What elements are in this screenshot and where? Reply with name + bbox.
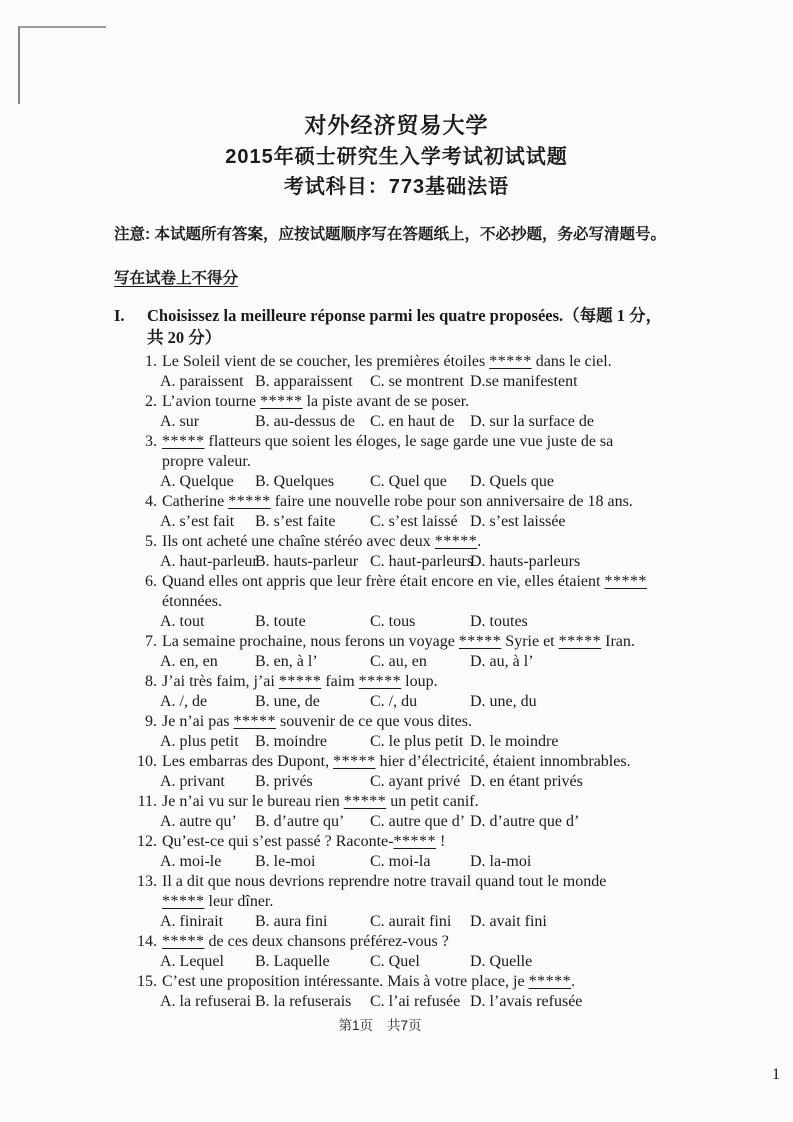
option-c: C. autre que d’ [370,813,466,830]
question-options [160,552,647,572]
question-body [162,432,647,492]
option-d: D. le moindre [470,733,559,750]
question-number: 10. [137,753,157,770]
question-text: Qu’est-ce qui s’est passé ? Raconte-***** ! [162,833,446,850]
question-row [114,532,793,572]
option-d: D. s’est laissée [470,513,566,530]
question-text: C’est une proposition intéressante. Mais à votre place, je *****. [162,973,576,990]
question-number: 4. [145,493,157,510]
option-a: A. /, de [160,693,208,710]
exam-subject-title: 考试科目：773基础法语 [283,176,510,198]
question-number: 12. [137,833,157,850]
option-a: A. finirait [160,913,224,930]
question-row [114,972,793,1012]
question-row [114,672,793,712]
question-number: 14. [137,933,157,950]
question-number: 6. [145,573,157,590]
option-b: B. aura fini [255,913,328,930]
question-row [114,432,793,492]
question-number: 3. [145,433,157,450]
option-b: B. moindre [255,733,327,750]
question-number: 1. [145,353,157,370]
question-body [162,932,647,972]
question-number: 8. [145,673,157,690]
question-body [162,832,647,872]
question-row [114,872,793,932]
question-row [114,832,793,872]
option-a: A. sur [160,413,200,430]
option-a: A. plus petit [160,733,239,750]
notice-line: 注意: 本试题所有答案，应按试题顺序写在答题纸上，不必抄题，务必写清题号。 [114,226,666,243]
question-text: Quand elles ont appris que leur frère était encore en vie, elles étaient ***** étonnées. [162,573,647,610]
option-a: A. en, en [160,653,218,670]
warning-line: 写在试卷上不得分 [114,270,239,287]
option-c: C. ayant privé [370,773,461,790]
question-body [162,712,647,752]
exam-session-title: 2015年硕士研究生入学考试初试试题 [225,146,568,168]
option-d: D. une, du [470,693,537,710]
question-text: La semaine prochaine, nous ferons un voyage ***** Syrie et ***** Iran. [162,633,635,650]
university-title: 对外经济贸易大学 [304,113,489,138]
question-options [160,412,647,432]
option-c: C. s’est laissé [370,513,458,530]
question-body [162,532,647,572]
option-c: C. en haut de [370,413,455,430]
option-b: B. Laquelle [255,953,330,970]
question-body [162,792,647,832]
question-options [160,652,647,672]
option-c: C. tous [370,613,416,630]
question-text: Le Soleil vient de se coucher, les premières étoiles ***** dans le ciel. [162,353,612,370]
option-b: B. d’autre qu’ [255,813,345,830]
option-a: A. s’est fait [160,513,235,530]
question-options [160,512,647,532]
option-d: D. Quelle [470,953,533,970]
question-number: 9. [145,713,157,730]
question-text: Je n’ai vu sur le bureau rien ***** un petit canif. [162,793,479,810]
question-body [162,972,647,1012]
option-c: C. le plus petit [370,733,464,750]
section-instruction: Choisissez la meilleure réponse parmi les quatre proposées.（每题 1 分，共 20 分） [147,306,663,347]
option-a: A. haut-parleur [160,553,258,570]
question-row [114,352,793,392]
option-c: C. /, du [370,693,418,710]
question-options [160,732,647,752]
question-options [160,852,647,872]
question-number: 7. [145,633,157,650]
section-number: I. [114,306,125,325]
option-b: B. hauts-parleur [255,553,359,570]
option-b: B. Quelques [255,473,335,490]
question-list [114,352,793,1012]
question-options [160,692,647,712]
page-number-label: 第1页 [338,1018,373,1033]
option-a: A. Quelque [160,473,234,490]
question-number: 13. [137,873,157,890]
question-body [162,672,647,712]
question-row [114,712,793,752]
option-d: D. hauts-parleurs [470,553,581,570]
question-text: Je n’ai pas ***** souvenir de ce que vous dites. [162,713,472,730]
option-c: C. haut-parleurs [370,553,474,570]
question-body [162,632,647,672]
option-a: A. autre qu’ [160,813,237,830]
question-body [162,872,647,932]
option-a: A. privant [160,773,225,790]
question-options [160,992,647,1012]
question-number: 2. [145,393,157,410]
option-d: D. en étant privés [470,773,583,790]
option-b: B. s’est faite [255,513,336,530]
option-d: D. sur la surface de [470,413,594,430]
question-options [160,472,647,492]
option-b: B. le-moi [255,853,316,870]
question-text: J’ai très faim, j’ai ***** faim ***** loup. [162,673,438,690]
question-options [160,912,647,932]
question-body [162,752,647,792]
option-d: D. au, à l’ [470,653,534,670]
question-row [114,392,793,432]
question-text: Les embarras des Dupont, ***** hier d’électricité, étaient innombrables. [162,753,631,770]
option-d: D. avait fini [470,913,547,930]
page-footer [0,1014,760,1034]
question-body [162,392,647,432]
option-b: B. apparaissent [255,373,353,390]
question-row [114,752,793,792]
option-b: B. privés [255,773,313,790]
option-a: A. la refuserai [160,993,252,1010]
option-d: D. l’avais refusée [470,993,583,1010]
option-c: C. l’ai refusée [370,993,461,1010]
option-c: C. se montrent [370,373,464,390]
question-text: L’avion tourne ***** la piste avant de se poser. [162,393,470,410]
total-pages-label: 共7页 [387,1018,422,1033]
question-row [114,792,793,832]
option-c: C. aurait fini [370,913,452,930]
scan-corner-mark [18,26,106,104]
option-c: C. Quel que [370,473,447,490]
option-d: D. Quels que [470,473,554,490]
page-header [0,0,793,202]
question-options [160,812,647,832]
question-row [114,572,793,632]
corner-page-number: 1 [772,1066,780,1083]
question-options [160,372,647,392]
option-a: A. moi-le [160,853,222,870]
option-a: A. Lequel [160,953,224,970]
option-c: C. Quel [370,953,420,970]
section-heading [114,305,793,349]
question-options [160,612,647,632]
question-number: 11. [137,793,157,810]
option-c: C. moi-la [370,853,431,870]
question-body [162,352,647,392]
question-body [162,492,647,532]
question-text: ***** de ces deux chansons préférez-vous ? [162,933,449,950]
option-d: D. la-moi [470,853,532,870]
question-row [114,932,793,972]
option-b: B. au-dessus de [255,413,355,430]
question-number: 15. [137,973,157,990]
option-b: B. une, de [255,693,320,710]
question-row [114,492,793,532]
question-text: Ils ont acheté une chaîne stéréo avec deux *****. [162,533,482,550]
question-body [162,572,647,632]
question-text: ***** flatteurs que soient les éloges, le sage garde une vue juste de sa propre valeur. [162,433,614,470]
question-number: 5. [145,533,157,550]
option-d: D. toutes [470,613,528,630]
option-b: B. en, à l’ [255,653,318,670]
question-row [114,632,793,672]
option-b: B. toute [255,613,306,630]
option-d: D. d’autre que d’ [470,813,580,830]
option-a: A. tout [160,613,205,630]
question-options [160,772,647,792]
question-text: Il a dit que nous devrions reprendre notre travail quand tout le monde ***** leur dîner. [162,873,607,910]
option-d: D.se manifestent [470,373,578,390]
option-b: B. la refuserais [255,993,352,1010]
question-options [160,952,647,972]
option-a: A. paraissent [160,373,244,390]
question-text: Catherine ***** faire une nouvelle robe pour son anniversaire de 18 ans. [162,493,633,510]
option-c: C. au, en [370,653,427,670]
